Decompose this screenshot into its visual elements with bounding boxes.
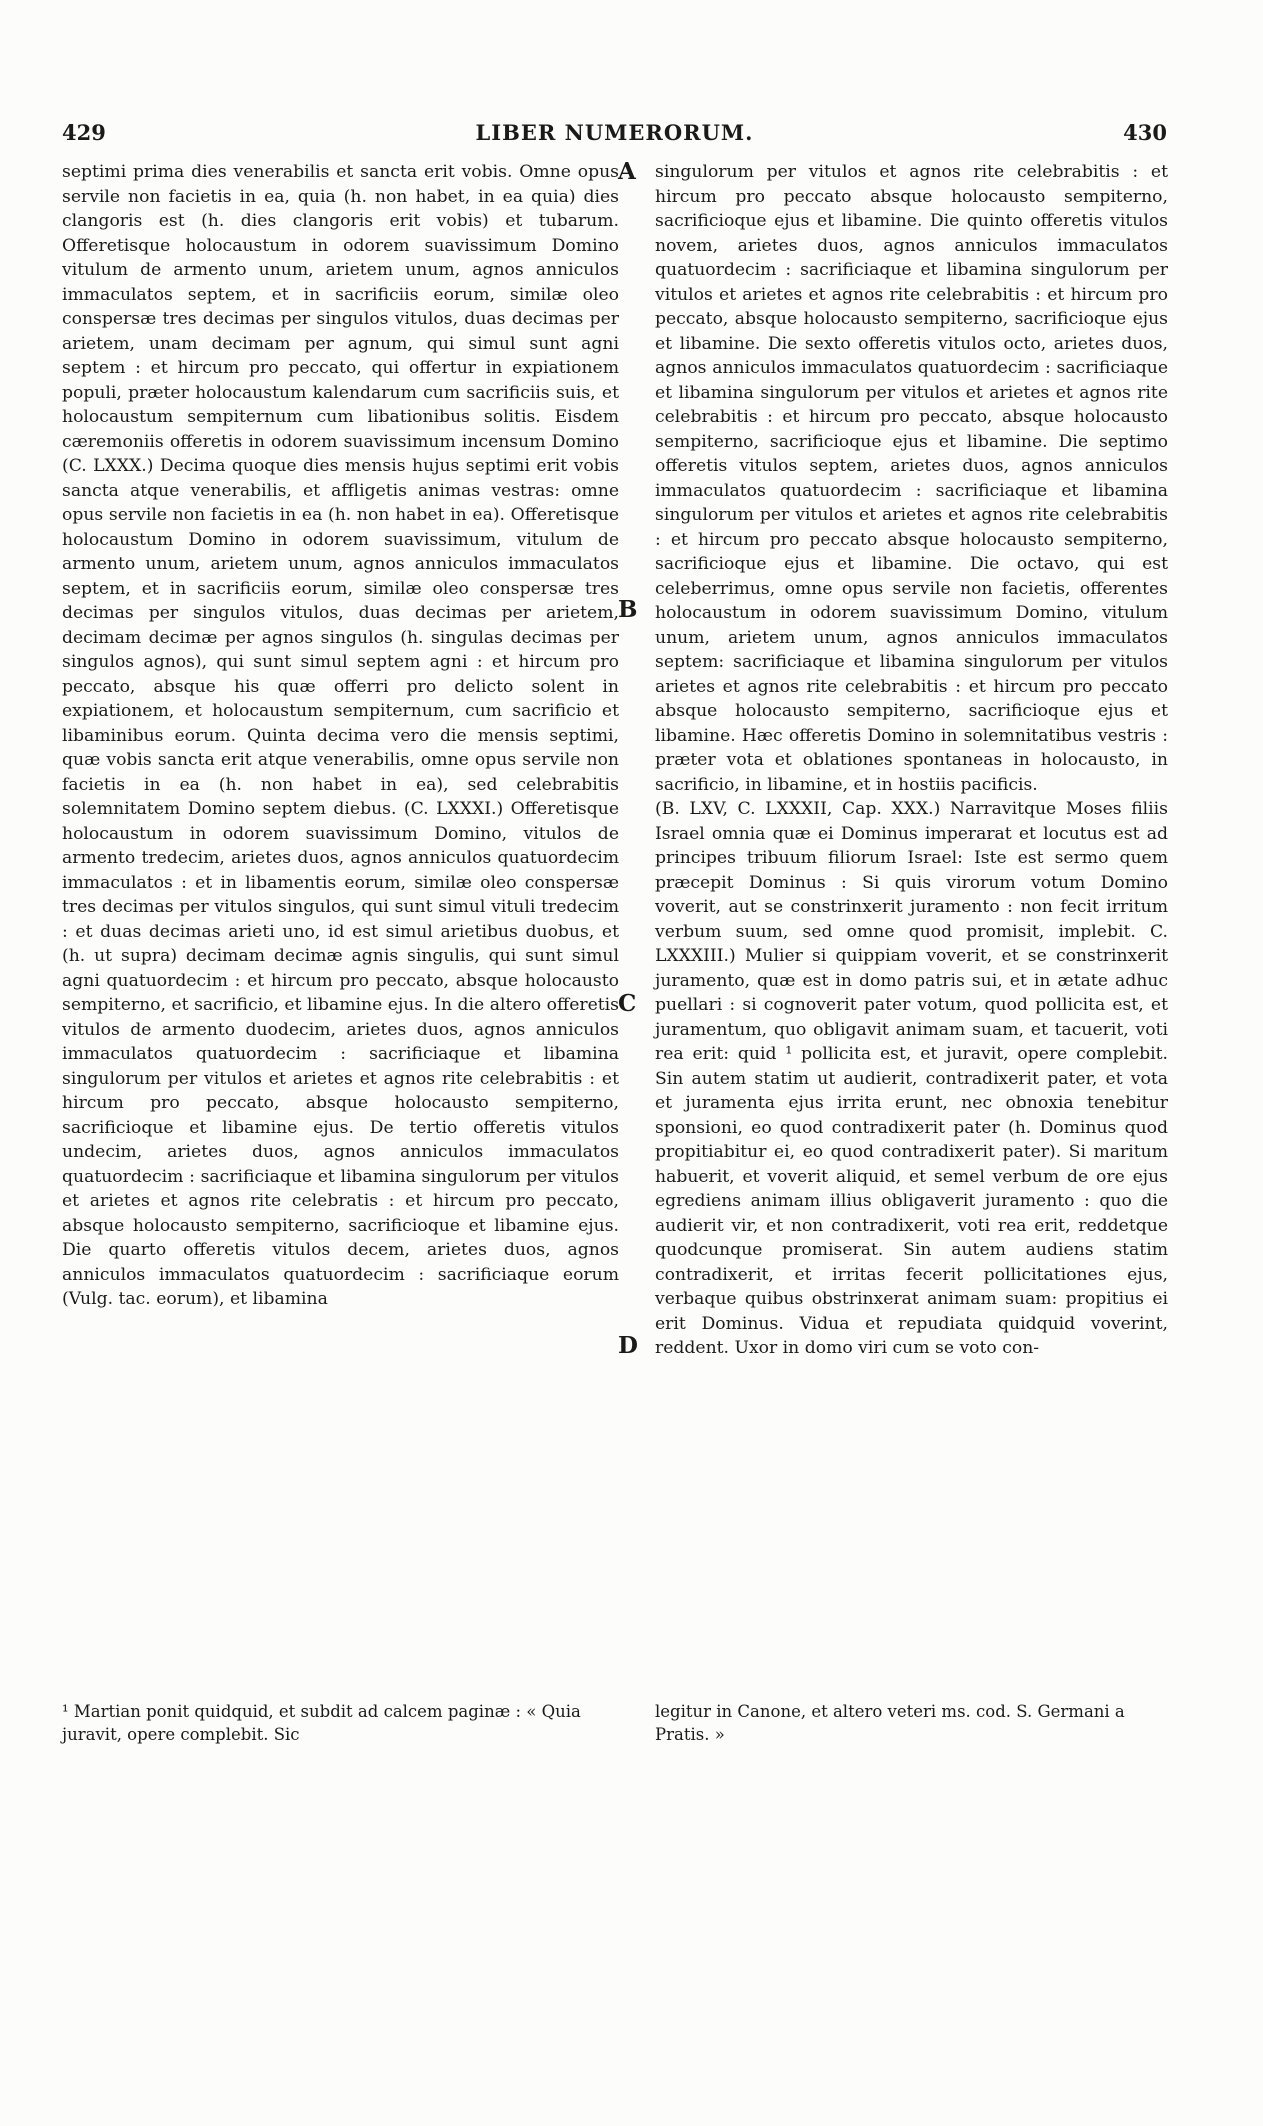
left-paragraph: septimi prima dies venerabilis et sancta erit vobis. Omne opus servile non facietis in ea, quia (h. non habet, in ea quia) dies clangoris est (h. dies clangoris erit vobis) et tubarum. Offeretisque holocaustum in odorem suavissimum Domino vitulum de armento unum, arietem unum, agnos anniculos immaculatos septem, et in sacrificiis eorum, similæ oleo conspersæ tres decimas per singulos vitulos, duas decimas per arietem, unam decimam per agnum, qui simul sunt agni septem : et hircum pro peccato, qui offertur in expiationem populi, præter holocaustum kalendarum cum sacrificiis suis, et holocaustum sempiternum cum libationibus solitis. Eisdem cæremoniis offeretis in odorem suavissimum incensum Domino (C. LXXX.) Decima quoque dies mensis hujus septimi erit vobis sancta atque venerabilis, et affligetis animas vestras: omne opus servile non facietis in ea (h. non habet in ea). Offeretisque holocaustum Domino in odorem suavissimum, vitulum de armento unum, arietem unum, agnos anniculos immaculatos septem, et in sacrificiis eorum, similæ oleo conspersæ tres decimas per singulos vitulos, duas decimas per arietem, decimam decimæ per agnos singulos (h. singulas decimas per singulos agnos), qui sunt simul septem agni : et hircum pro peccato, absque his quæ offerri pro delicto solent in expiationem, et holocaustum sempiternum, cum sacrificio et libaminibus eorum. Quinta decima vero die mensis septimi, quæ vobis sancta erit atque venerabilis, omne opus servile non facietis in ea (h. non habet in ea), sed celebrabitis solemnitatem Domino septem diebus. (C. LXXXI.) Offeretisque holocaustum in odorem suavissimum Domino, vitulos de armento tredecim, arietes duos, agnos anniculos quatuordecim immaculatos : et in libamentis eorum, similæ oleo conspersæ tres decimas per vitulos singulos, qui sunt simul vituli tredecim : et duas decimas arieti uno, id est simul arietibus duobus, et (h. ut supra) decimam decimæ agnis singulis, qui sunt simul agni quatuordecim : et hircum pro peccato, absque holocausto sempiterno, et sacrificio, et libamine ejus. In die altero offeretis vitulos de armento duodecim, arietes duos, agnos anniculos immaculatos quatuordecim : sacrificiaque et libamina singulorum per vitulos et arietes et agnos rite celebrabitis : et hircum pro peccato, absque holocausto sempiterno, sacrificioque et libamine ejus. De tertio offeretis vitulos undecim, arietes duos, agnos anniculos immaculatos quatuordecim : sacrificiaque et libamina singulorum per vitulos et arietes et agnos rite celebratis : et hircum pro peccato, absque holocausto sempiterno, sacrificioque et libamine ejus. Die quarto offeretis vitulos decem, arietes duos, agnos anniculos immaculatos quatuordecim : sacrificiaque eorum (Vulg. tac. eorum), et libamina xyxy=(62,162,619,1309)
right-paragraph-1: singulorum per vitulos et agnos rite celebrabitis : et hircum pro peccato absque holocausto sempiterno, sacrificioque ejus et libamine. Die quinto offeretis vitulos novem, arietes duos, agnos anniculos immaculatos quatuordecim : sacrificiaque et libamina singulorum per vitulos et arietes et agnos rite celebrabitis : et hircum pro peccato, absque holocausto sempiterno, sacrificioque ejus et libamine. Die sexto offeretis vitulos octo, arietes duos, agnos anniculos immaculatos quatuordecim : sacrificiaque et libamina singulorum per vitulos et arietes et agnos rite celebrabitis : et hircum pro peccato, absque holocausto sempiterno, sacrificioque ejus et libamine. Die septimo offeretis vitulos septem, arietes duos, agnos anniculos immaculatos quatuordecim : sacrificiaque et libamina singulorum per vitulos et arietes et agnos rite celebrabitis : et hircum pro peccato absque holocausto sempiterno, sacrificioque ejus et libamine. Die octavo, qui est celeberrimus, omne opus servile non facietis, offerentes holocaustum in odorem suavissimum Domino, vitulum unum, arietem unum, agnos anniculos immaculatos septem: sacrificiaque et libamina singulorum per vitulos arietes et agnos rite celebrabitis : et hircum pro peccato absque holocausto sempiterno, sacrificioque ejus et libamine. Hæc offeretis Domino in solemnitatibus vestris : præter vota et oblationes spontaneas in holocausto, in sacrificio, in libamine, et in hostiis pacificis. xyxy=(655,162,1168,795)
page-number-right: 430 xyxy=(1123,120,1167,145)
footnote-right: legitur in Canone, et altero veteri ms. cod. S. Germani a Pratis. » xyxy=(655,1702,1125,1744)
running-title: LIBER NUMERORUM. xyxy=(475,120,754,145)
footnote-left: ¹ Martian ponit quidquid, et subdit ad calcem paginæ : « Quia juravit, opere complebit. Sic xyxy=(62,1702,581,1744)
right-paragraph-2: (B. LXV, C. LXXXII, Cap. XXX.) Narravitque Moses filiis Israel omnia quæ ei Dominus imperarat et locutus est ad principes tribuum filiorum Israel: Iste est sermo quem præcepit Dominus : Si quis virorum votum Domino voverit, aut se constrinxerit juramento : non fecit irritum verbum suum, sed omne quod promisit, implebit. C. LXXXIII.) Mulier si quippiam voverit, et se constrinxerit juramento, quæ est in domo patris sui, et in ætate adhuc puellari : si cognoverit pater votum, quod pollicita est, et juramentum, quo obligavit animam suam, et tacuerit, voti rea erit: quid ¹ pollicita est, et juravit, opere complebit. Sin autem statim ut audierit, contradixerit pater, et vota et juramenta ejus irrita erunt, nec obnoxia tenebitur sponsioni, eo quod contradixerit pater (h. Dominus quod propitiabitur ei, eo quod contradixerit pater). Si maritum habuerit, et voverit aliquid, et semel verbum de ore ejus egrediens animam illius obligaverit juramento : quo die audierit vir, et non contradixerit, voti rea erit, reddetque quodcunque promiserat. Sin autem audiens statim contradixerit, et irritas fecerit pollicitationes ejus, verbaque quibus obstrinxerat animam suam: propitius ei erit Dominus. Vidua et repudiata quidquid voverint, reddent. Uxor in domo viri cum se voto con- xyxy=(655,799,1168,1358)
right-column xyxy=(655,160,1168,1361)
margin-marker-d: D xyxy=(618,1332,638,1359)
margin-marker-a: A xyxy=(618,158,636,185)
margin-marker-c: C xyxy=(618,990,637,1017)
left-column xyxy=(62,160,619,1312)
margin-marker-b: B xyxy=(618,596,638,623)
running-header xyxy=(62,120,1167,154)
page-number-left: 429 xyxy=(62,120,106,145)
